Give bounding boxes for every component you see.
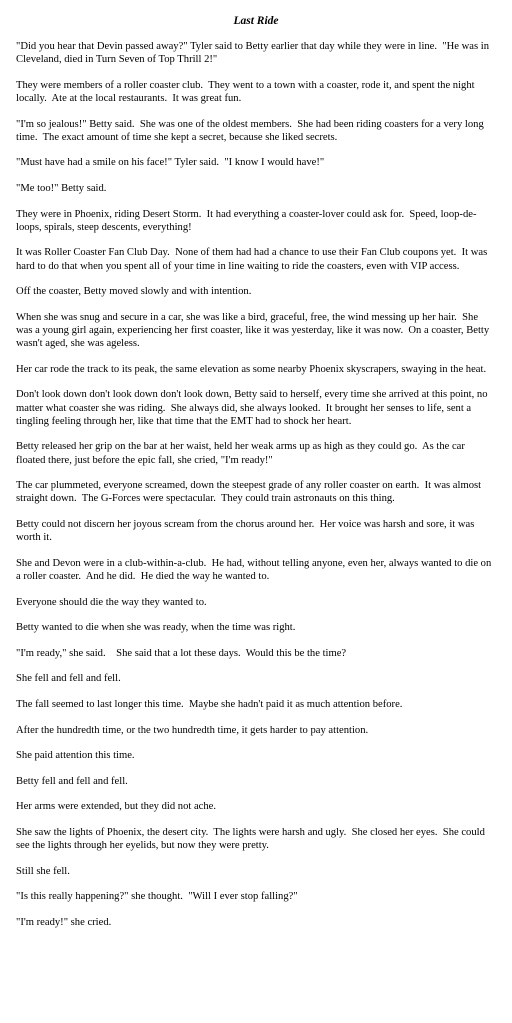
paragraph: Her car rode the track to its peak, the same elevation as some nearby Phoenix skyscrapers, swaying in the heat.	[16, 363, 487, 375]
document-body	[16, 40, 496, 929]
paragraph: The fall seemed to last longer this time. Maybe she hadn't paid it as much attention before.	[16, 698, 403, 710]
paragraph: "Me too!" Betty said.	[16, 182, 107, 194]
paragraph: "I'm so jealous!" Betty said. She was one of the oldest members. She had been riding coasters for a very long time. The exact amount of time she kept a secret, because she liked secrets.	[16, 118, 487, 143]
paragraph: They were members of a roller coaster club. They went to a town with a coaster, rode it, and spent the night locally. Ate at the local restaurants. It was great fun.	[16, 79, 478, 104]
paragraph: After the hundredth time, or the two hundredth time, it gets harder to pay attention.	[16, 724, 369, 736]
paragraph: When she was snug and secure in a car, she was like a bird, graceful, free, the wind messing up her hair. She was a young girl again, experiencing her first coaster, like it was yesterday, like it was now. On a coaster, Betty wasn't aged, she was ageless.	[16, 311, 492, 350]
paragraph: "I'm ready!" she cried.	[16, 916, 112, 928]
paragraph: "I'm ready," she said. She said that a lot these days. Would this be the time?	[16, 647, 347, 659]
paragraph: "Did you hear that Devin passed away?" Tyler said to Betty earlier that day while they were in line. "He was in Cleveland, died in Turn Seven of Top Thrill 2!"	[16, 41, 492, 66]
paragraph: "Must have had a smile on his face!" Tyler said. "I know I would have!"	[16, 157, 325, 169]
paragraph: "Is this really happening?" she thought. "Will I ever stop falling?"	[16, 891, 298, 903]
paragraph: She fell and fell and fell.	[16, 673, 121, 685]
paragraph: They were in Phoenix, riding Desert Storm. It had everything a coaster-lover could ask for. Speed, loop-de-loops, spirals, steep descents, everything!	[16, 208, 477, 233]
paragraph: Don't look down don't look down don't look down, Betty said to herself, every time she arrived at this point, no matter what coaster she was riding. She always did, she always looked. It brought her senses to life, sent a tingling feeling through her, like that time that the EMT had to shock her heart.	[16, 389, 491, 427]
paragraph: She and Devon were in a club-within-a-club. He had, without telling anyone, even her, always wanted to die on a roller coaster. And he did. He died the way he wanted to.	[16, 557, 494, 582]
paragraph: It was Roller Coaster Fan Club Day. None of them had had a chance to use their Fan Club coupons yet. It was hard to do that when you spent all of your time in line waiting to ride the coasters, even with VIP access.	[16, 247, 490, 272]
paragraph: Off the coaster, Betty moved slowly and with intention.	[16, 286, 252, 298]
paragraph: Betty could not discern her joyous scream from the chorus around her. Her voice was harsh and sore, it was worth it.	[16, 518, 478, 544]
paragraph: Everyone should die the way they wanted to.	[16, 596, 207, 608]
paragraph: Betty released her grip on the bar at her waist, held her weak arms up as high as they could go. As the car floated there, just before the epic fall, she cried, "I'm ready!"	[16, 441, 468, 466]
paragraph: Still she fell.	[16, 865, 70, 877]
document-title: Last Ride	[233, 15, 279, 27]
paragraph: Her arms were extended, but they did not ache.	[16, 801, 217, 813]
paragraph: Betty fell and fell and fell.	[16, 775, 128, 787]
paragraph: The car plummeted, everyone screamed, down the steepest grade of any roller coaster on earth. It was almost straight down. The G-Forces were spectacular. They could train astronauts on this thing.	[16, 480, 484, 505]
paragraph: She paid attention this time.	[16, 750, 135, 762]
paragraph: Betty wanted to die when she was ready, when the time was right.	[16, 622, 296, 634]
paragraph: She saw the lights of Phoenix, the desert city. The lights were harsh and ugly. She closed her eyes. She could see the lights through her eyelids, but now they were pretty.	[16, 826, 488, 852]
